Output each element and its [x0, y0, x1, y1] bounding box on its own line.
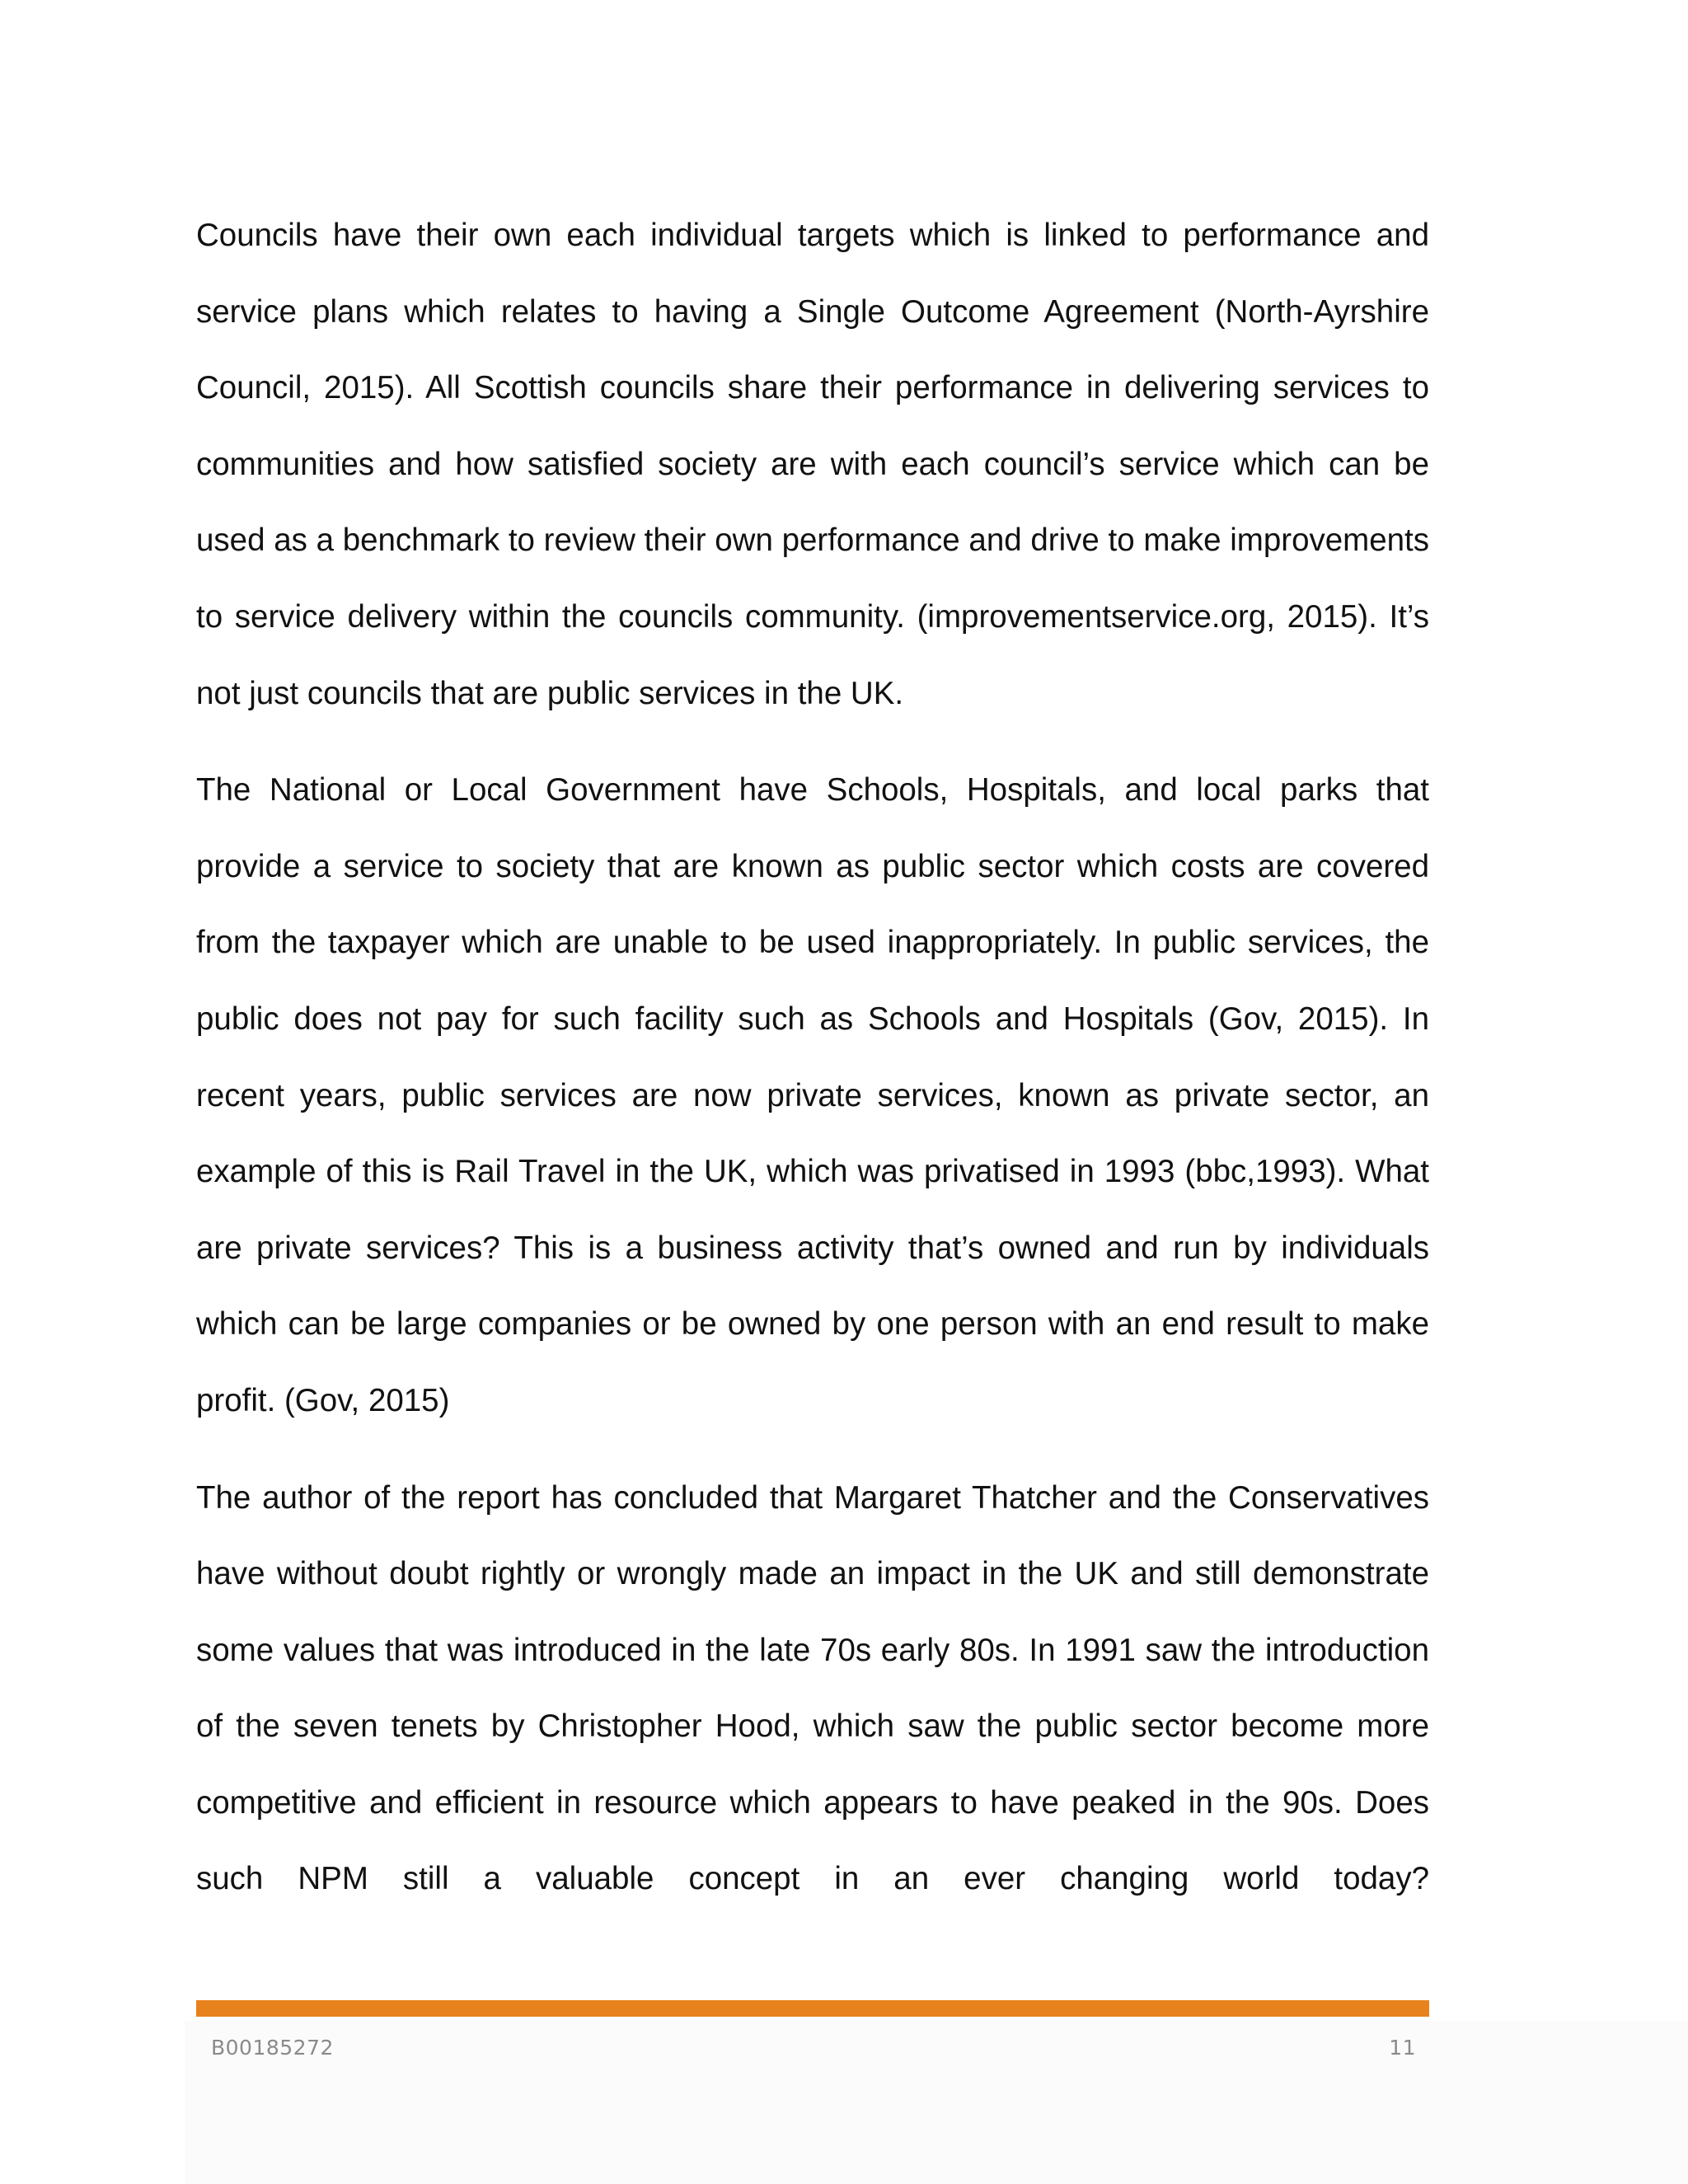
paragraph-public-private: The National or Local Government have Schools, Hospitals, and local parks that provide a service to society that are known as public sector which costs are covered from the taxpayer which are unable to be used inappropriately. In public services, the public does not pay for such facility such as Schools and Hospitals (Gov, 2015). In recent years, public services are now private services, known as private sector, an example of this is Rail Travel in the UK, which was privatised in 1993 (bbc,1993). What are private services? This is a business activity that’s owned and run by individuals which can be large companies or be owned by one person with an end result to make profit. (Gov, 2015): [196, 772, 1429, 1418]
footer-student-id: B00185272: [211, 2036, 334, 2060]
footer-divider: [196, 2000, 1429, 2017]
footer-background: [185, 2021, 1688, 2184]
body-text: [196, 198, 1429, 1918]
paragraph-conclusion: The author of the report has concluded that Margaret Thatcher and the Conservatives have without doubt rightly or wrongly made an impact in the UK and still demonstrate some values that was introduced in the late 70s early 80s. In 1991 saw the introduction of the seven tenets by Christopher Hood, which saw the public sector become more competitive and efficient in resource which appears to have peaked in the 90s. Does such NPM still a valuable concept in an ever changing world today?: [196, 1479, 1429, 1897]
paragraph-councils: Councils have their own each individual targets which is linked to performance and service plans which relates to having a Single Outcome Agreement (North-Ayrshire Council, 2015). All Scottish councils share their performance in delivering services to communities and how satisfied society are with each council’s service which can be used as a benchmark to review their own performance and drive to make improvements to service delivery within the councils community. (improvementservice.org, 2015). It’s not just councils that are public services in the UK.: [196, 218, 1429, 711]
footer-page-number: 11: [1389, 2036, 1416, 2060]
